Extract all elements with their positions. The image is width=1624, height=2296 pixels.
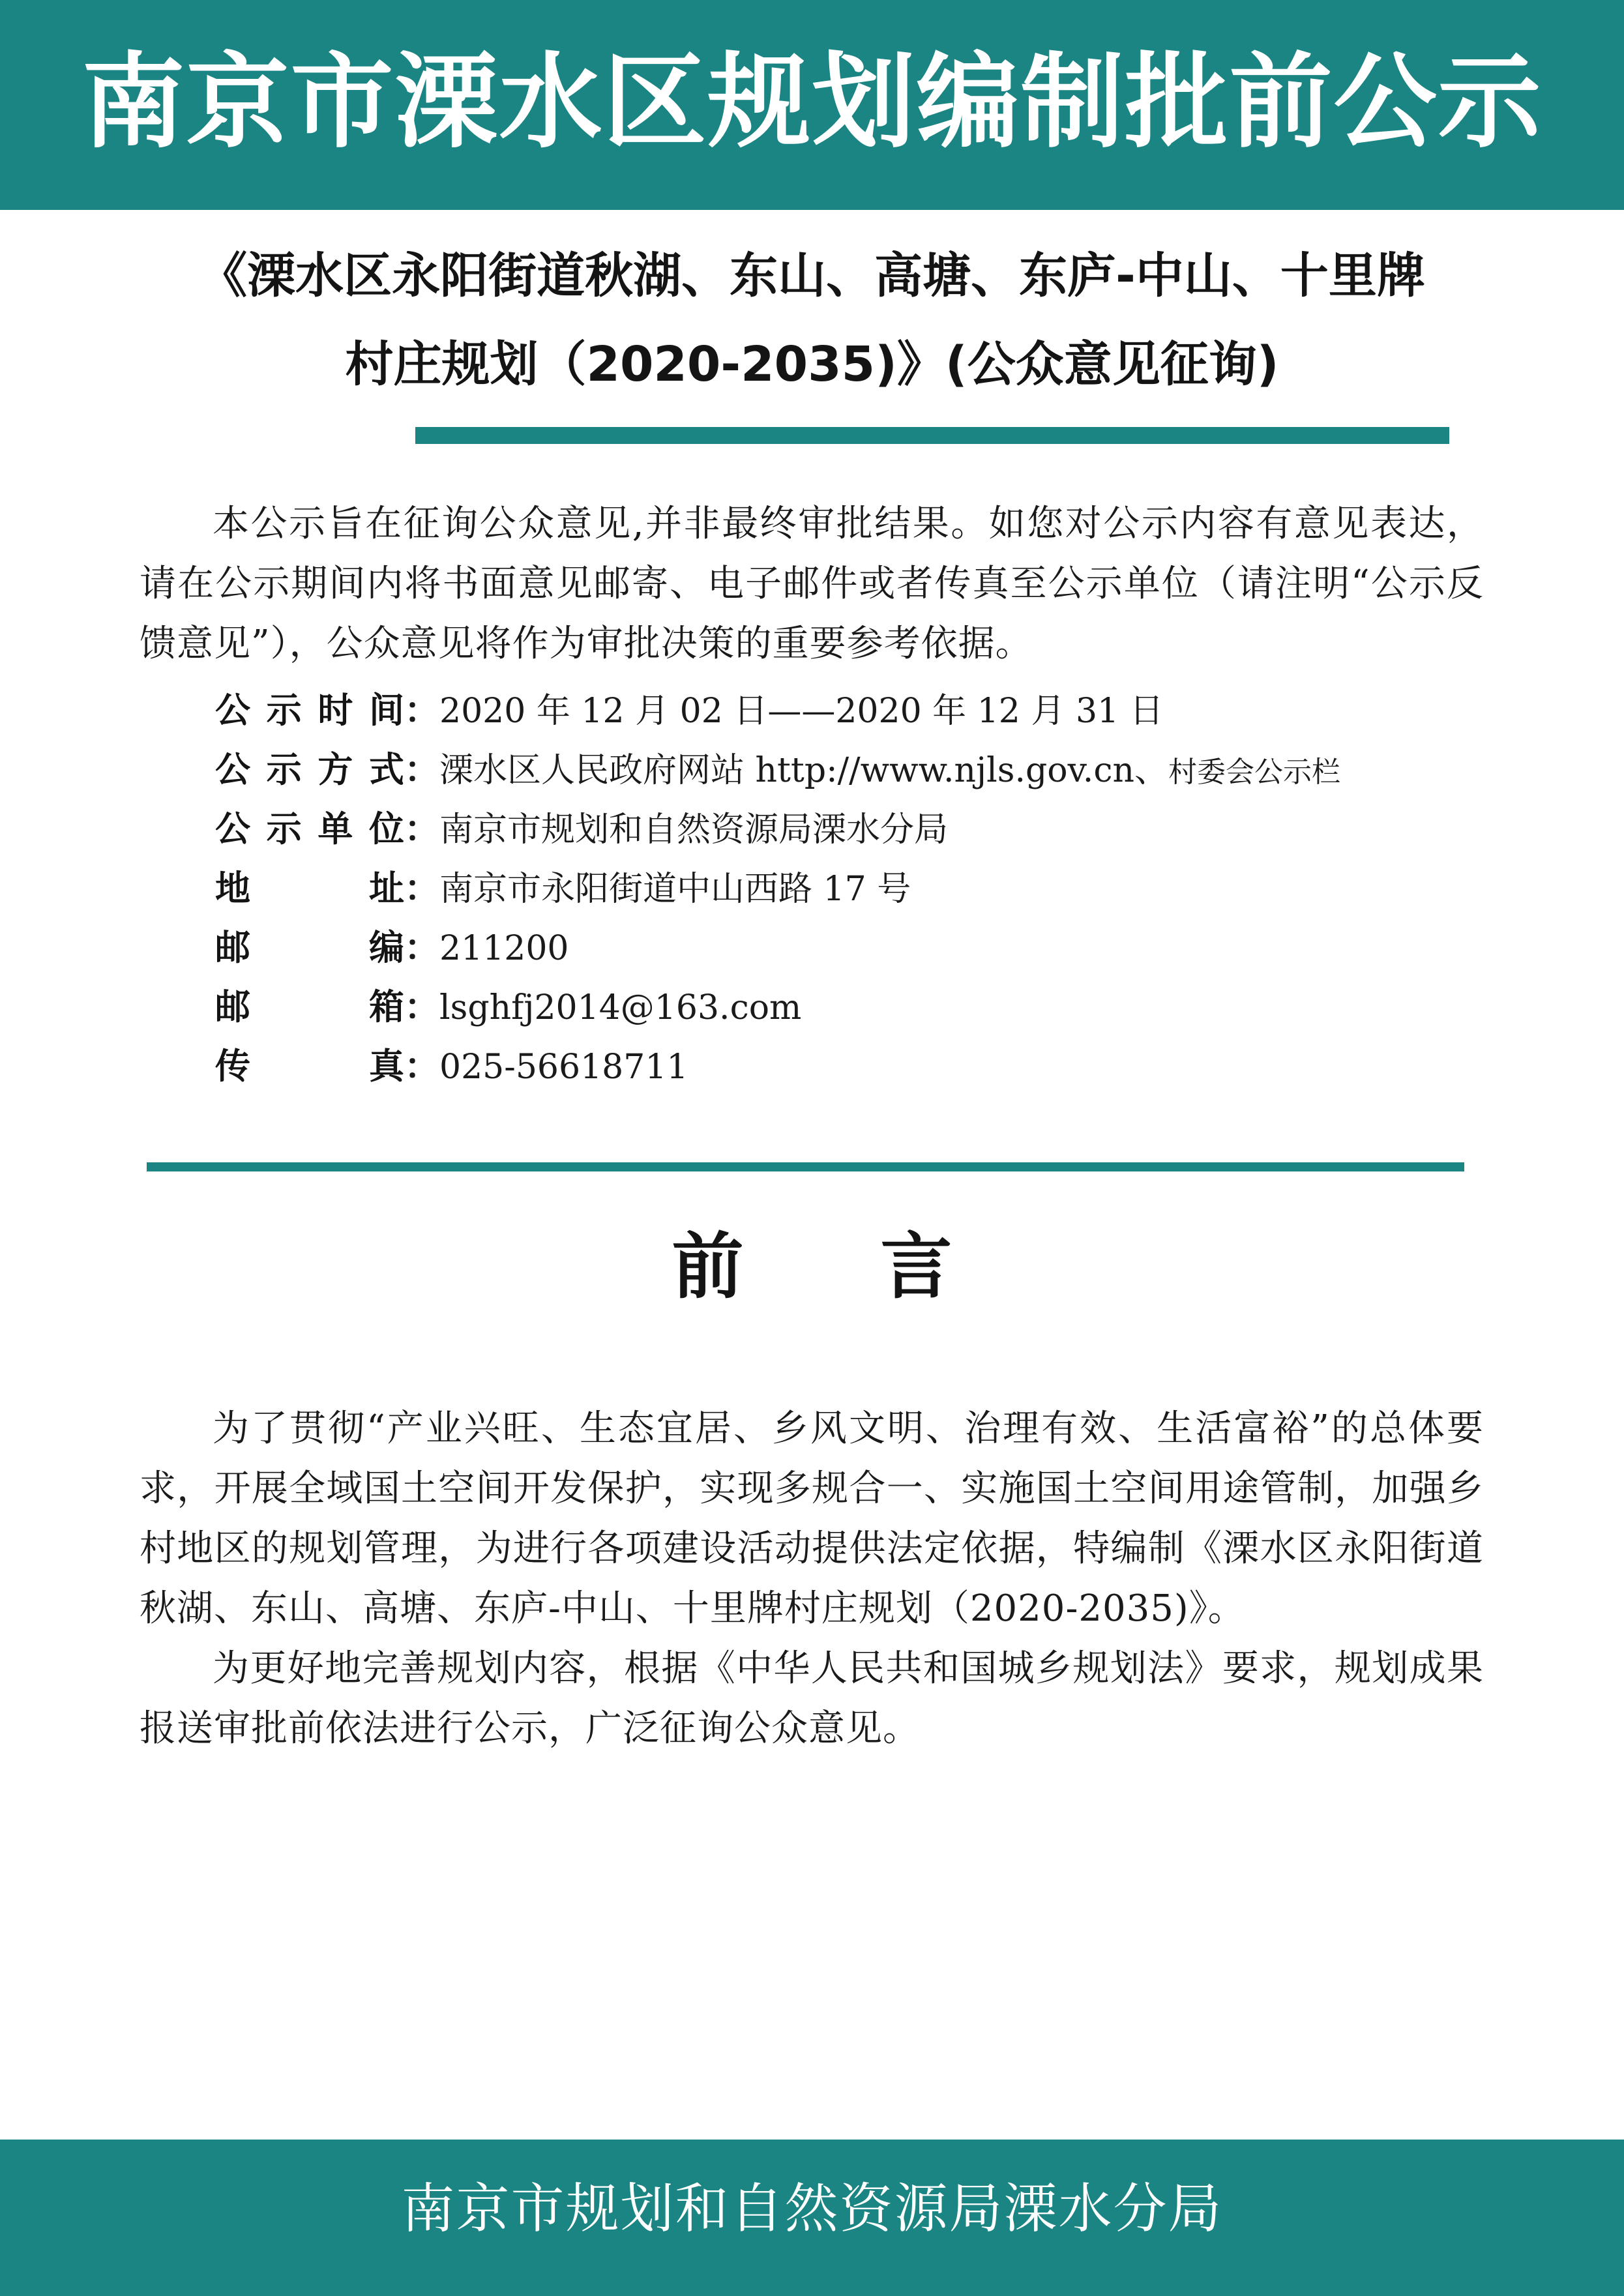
info-row-fax <box>215 1044 688 1089</box>
intro-paragraph: 本公示旨在征询公众意见,并非最终审批结果。如您对公示内容有意见表达，请在公示期间内将书面意见邮寄、电子邮件或者传真至公示单位（请注明“公示反馈意见”），公众意见将作为审批决策的重要参考依据。 <box>140 503 1484 665</box>
info-label-fax: 传真 <box>215 1046 404 1087</box>
info-value-method: 溧水区人民政府网站 http://www.njls.gov.cn、 <box>439 751 1168 790</box>
info-colon: ： <box>404 927 439 968</box>
info-label-address: 地址 <box>215 868 404 909</box>
info-value-fax: 025-56618711 <box>439 1048 688 1087</box>
info-colon: ： <box>404 986 439 1027</box>
preface-paragraph-1: 为了贯彻“产业兴旺、生态宜居、乡风文明、治理有效、生活富裕”的总体要求，开展全域国土空间开发保护，实现多规合一、实施国土空间用途管制，加强乡村地区的规划管理，为进行各项建设活动提供法定依据，特编制《溧水区永阳街道秋湖、东山、高塘、东庐-中山、十里牌村庄规划（2020-2035)》。 <box>140 1407 1484 1630</box>
info-colon: ： <box>404 1046 439 1087</box>
section-divider <box>147 1162 1464 1171</box>
info-label-postcode: 邮编 <box>215 927 404 968</box>
info-colon: ： <box>404 868 439 909</box>
info-row-email <box>215 984 801 1030</box>
info-label-email: 邮箱 <box>215 986 404 1027</box>
title-divider <box>415 427 1449 444</box>
info-colon: ： <box>404 808 439 849</box>
info-label-method: 公示方式 <box>215 749 404 790</box>
info-colon: ： <box>404 690 439 731</box>
info-label-time: 公示时间 <box>215 690 404 731</box>
info-value-address: 南京市永阳街道中山西路 17 号 <box>439 870 911 909</box>
info-value-email: lsghfj2014@163.com <box>439 988 802 1027</box>
info-colon: ： <box>404 749 439 790</box>
plan-title-line-2: 村庄规划（2020-2035)》(公众意见征询) <box>345 336 1279 392</box>
info-label-unit: 公示单位 <box>215 808 404 849</box>
info-row-unit <box>215 806 948 852</box>
info-value-method-extra: 村委会公示栏 <box>1168 756 1340 789</box>
info-value-time: 2020 年 12 月 02 日——2020 年 12 月 31 日 <box>439 692 1164 731</box>
preface-paragraph-2: 为更好地完善规划内容，根据《中华人民共和国城乡规划法》要求，规划成果报送审批前依法进行公示，广泛征询公众意见。 <box>140 1647 1484 1750</box>
info-value-postcode: 211200 <box>439 929 569 968</box>
footer-issuer: 南京市规划和自然资源局溧水分局 <box>401 2178 1223 2240</box>
info-row-method <box>215 747 1340 793</box>
plan-title-line-1: 《溧水区永阳街道秋湖、东山、高塘、东庐-中山、十里牌 <box>199 248 1425 304</box>
info-row-postcode <box>215 925 569 971</box>
preface-heading: 前言 <box>672 1225 1089 1308</box>
info-row-address <box>215 866 911 911</box>
info-value-unit: 南京市规划和自然资源局溧水分局 <box>439 810 949 849</box>
page-title: 南京市溧水区规划编制批前公示 <box>81 42 1543 162</box>
info-row-time <box>215 688 1164 733</box>
